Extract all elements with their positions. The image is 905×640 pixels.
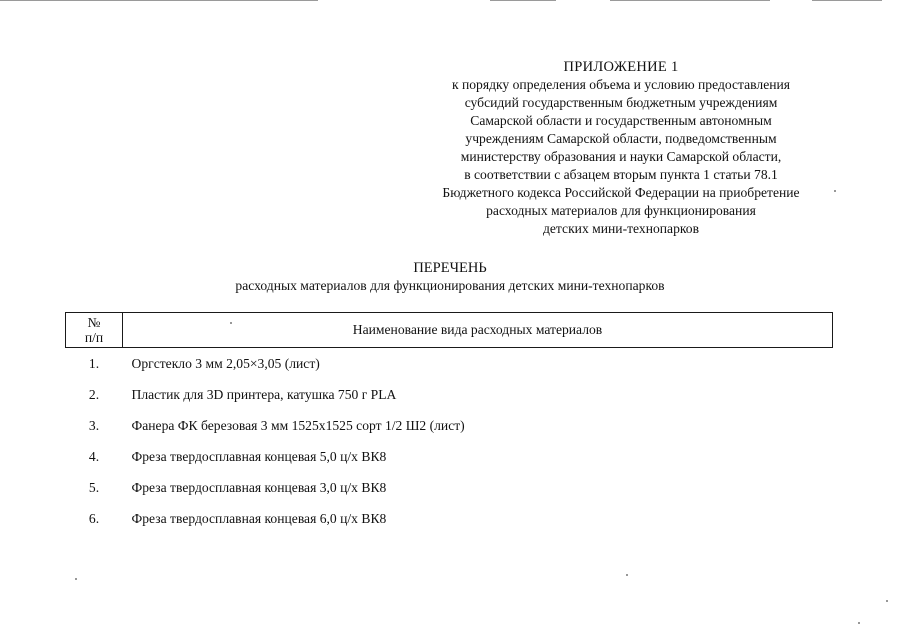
list-subtitle: расходных материалов для функционирования детских мини-технопарков xyxy=(235,278,665,293)
table-row xyxy=(66,348,833,380)
appendix-line: Самарской области и государственным автономным xyxy=(470,113,772,128)
scan-speck xyxy=(626,574,628,576)
header-number-cell xyxy=(66,313,123,348)
row-name: Фанера ФК березовая 3 мм 1525х1525 сорт 1/2 Ш2 (лист) xyxy=(131,417,465,433)
appendix-line: расходных материалов для функционирования xyxy=(486,203,756,218)
row-name: Фреза твердосплавная концевая 6,0 ц/х ВК8 xyxy=(131,510,387,526)
row-number: 2. xyxy=(88,386,100,402)
materials-table xyxy=(65,312,833,534)
table-row xyxy=(66,441,833,472)
scan-speck xyxy=(858,622,860,624)
appendix-line: Бюджетного кодекса Российской Федерации на приобретение xyxy=(442,185,800,200)
row-name: Фреза твердосплавная концевая 5,0 ц/х ВК8 xyxy=(131,448,387,464)
table-row xyxy=(66,379,833,410)
row-number: 6. xyxy=(88,510,100,526)
row-name: Фреза твердосплавная концевая 3,0 ц/х ВК8 xyxy=(131,479,387,495)
table-row xyxy=(66,410,833,441)
scan-edge-line xyxy=(812,0,882,1)
scan-speck xyxy=(834,190,836,192)
scan-speck xyxy=(886,600,888,602)
row-number: 3. xyxy=(88,417,100,433)
row-name: Пластик для 3D принтера, катушка 750 г PLA xyxy=(131,386,397,402)
header-number-abbrev: п/п xyxy=(84,330,104,345)
header-number-symbol: № xyxy=(87,315,101,330)
table-row xyxy=(66,503,833,534)
scan-speck xyxy=(75,578,77,580)
appendix-line: в соответствии с абзацем вторым пункта 1 статьи 78.1 xyxy=(464,167,778,182)
appendix-line: министерству образования и науки Самарской области, xyxy=(460,149,782,164)
table-header-row xyxy=(66,313,833,348)
row-number: 5. xyxy=(88,479,100,495)
list-heading xyxy=(100,259,800,295)
appendix-line: к порядку определения объема и условию предоставления xyxy=(451,77,791,92)
header-name-cell: Наименование вида расходных материалов xyxy=(123,313,833,348)
row-name: Оргстекло 3 мм 2,05×3,05 (лист) xyxy=(131,355,320,371)
scan-edge-line xyxy=(0,0,318,1)
appendix-title: ПРИЛОЖЕНИЕ 1 xyxy=(563,59,679,75)
list-title: ПЕРЕЧЕНЬ xyxy=(413,260,487,276)
appendix-line: учреждениям Самарской области, подведомственным xyxy=(465,131,777,146)
row-number: 1. xyxy=(88,355,100,371)
appendix-line: детских мини-технопарков xyxy=(542,221,700,236)
scan-edge-line xyxy=(610,0,770,1)
appendix-block xyxy=(380,58,862,238)
scan-edge-line xyxy=(490,0,556,1)
table-row xyxy=(66,472,833,503)
scan-speck xyxy=(230,322,232,324)
row-number: 4. xyxy=(88,448,100,464)
appendix-line: субсидий государственным бюджетным учреждениям xyxy=(464,95,778,110)
